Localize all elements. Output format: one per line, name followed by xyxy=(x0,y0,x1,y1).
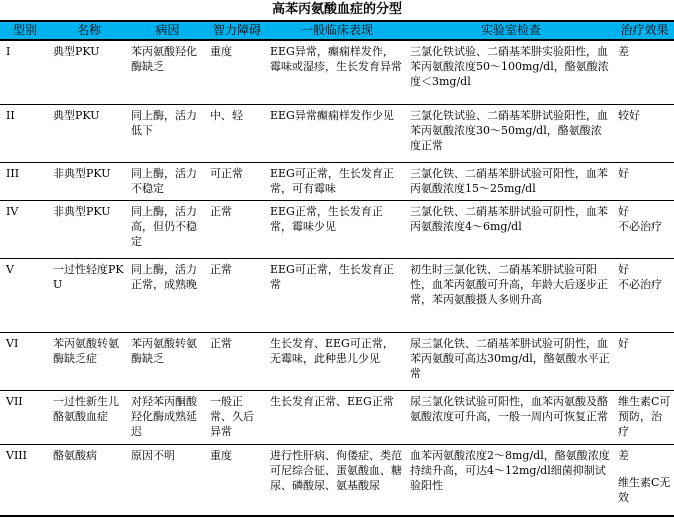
col-header-type: 型别 xyxy=(0,21,50,40)
cell-treatment xyxy=(615,162,674,200)
table-row xyxy=(0,200,674,258)
cell-lab: 尿三氯化铁、二硝基苯肼试验可阴性，血苯丙氨酸可高达30mg/dl，酪氨酸水平正常 xyxy=(407,332,615,390)
cell-treatment xyxy=(615,40,674,104)
cell-name: 一过性新生儿酪氨酸血症 xyxy=(50,390,128,444)
cell-name: 典型PKU xyxy=(50,104,128,162)
cell-intellect: 一般正常、久后异常 xyxy=(207,390,267,444)
table-title: 高苯丙氨酸血症的分型 xyxy=(271,2,402,17)
cell-name: 酪氨酸病 xyxy=(50,444,128,516)
col-header-clinical: 一般临床表现 xyxy=(267,21,407,40)
cell-treatment xyxy=(615,390,674,444)
cell-clinical: EEG异常，癫痫样发作，霉味或湿疹，生长发育异常 xyxy=(267,40,407,104)
col-header-name: 名称 xyxy=(50,21,128,40)
col-header-intellect: 智力障碍 xyxy=(207,21,267,40)
cell-treatment xyxy=(615,104,674,162)
treatment-text: 好 xyxy=(618,204,629,218)
cell-cause: 同上酶，活力不稳定 xyxy=(128,162,207,200)
table-row xyxy=(0,162,674,200)
cell-type: II xyxy=(0,104,50,162)
treatment-text: 较好 xyxy=(618,108,640,122)
cell-clinical: 生长发育、EEG可正常，无霉味，此种患儿少见 xyxy=(267,332,407,390)
cell-lab: 三氯化铁试验、二硝基苯肼试验阳性，血苯丙氨酸浓度30～50mg/dl，酪氨酸浓度正常 xyxy=(407,104,615,162)
cell-type: I xyxy=(0,40,50,104)
col-header-cause: 病因 xyxy=(128,21,207,40)
treatment-text: 差 xyxy=(618,45,629,58)
cell-intellect: 正常 xyxy=(207,200,267,258)
col-header-treatment: 治疗效果 xyxy=(615,21,674,40)
cell-cause: 同上酶，活力高，但仍不稳定 xyxy=(128,200,207,258)
cell-lab: 三氯化铁、二硝基苯肼试验可阴性，血苯丙氨酸浓度4～6mg/dl xyxy=(407,200,615,258)
table-row xyxy=(0,390,674,444)
treatment-text: 好 xyxy=(618,262,629,276)
cell-lab: 尿三氯化铁试验可阳性，血苯丙氨酸及酪氨酸浓度可升高，一般一周内可恢复正常 xyxy=(407,390,615,444)
cell-type: VIII xyxy=(0,444,50,516)
cell-clinical: EEG可正常，生长发育正常，可有霉味 xyxy=(267,162,407,200)
cell-cause: 原因不明 xyxy=(128,444,207,516)
cell-type: IV xyxy=(0,200,50,258)
treatment-text: 不必治疗 xyxy=(618,219,662,233)
cell-type: III xyxy=(0,162,50,200)
cell-intellect: 正常 xyxy=(207,332,267,390)
cell-lab: 血苯丙氨酸浓度2～8mg/dl，酪氨酸浓度持续升高，可达4～12mg/dl细菌抑制试验阳性 xyxy=(407,444,615,516)
cell-intellect: 重度 xyxy=(207,40,267,104)
cell-name: 一过性轻度PKU xyxy=(50,258,128,332)
cell-lab: 三氯化铁试验、二硝基苯肼实验阳性，血苯丙氨酸浓度50～100mg/dl，酪氨酸浓度＜3mg/dl xyxy=(407,40,615,104)
treatment-text: 好 xyxy=(618,166,629,180)
cell-clinical: 进行性肝病、佝偻症、类范可尼综合征、蛋氨酸血、糖尿、磷酸尿、氨基酸尿 xyxy=(267,444,407,516)
cell-name: 典型PKU xyxy=(50,40,128,104)
cell-name: 非典型PKU xyxy=(50,162,128,200)
cell-cause: 苯丙氨酸转氨酶缺乏 xyxy=(128,332,207,390)
cell-cause: 同上酶，活力正常，成熟晚 xyxy=(128,258,207,332)
cell-intellect: 重度 xyxy=(207,444,267,516)
cell-cause: 苯丙氨酸羟化酶缺乏 xyxy=(128,40,207,104)
cell-name: 苯丙氨酸转氨酶缺乏症 xyxy=(50,332,128,390)
col-header-lab: 实验室检查 xyxy=(407,21,615,40)
cell-clinical: EEG可正常，生长发育正常 xyxy=(267,258,407,332)
cell-intellect: 可正常 xyxy=(207,162,267,200)
table-row xyxy=(0,40,674,104)
cell-treatment xyxy=(615,444,674,516)
treatment-text: 维生素C可预防，治疗 xyxy=(618,394,671,438)
cell-lab: 初生时三氯化铁、二硝基苯肼试验可阳性，血苯丙氨酸可升高，年龄大后逐步正常，苯丙氨酸摄人多则升高 xyxy=(407,258,615,332)
cell-clinical: EEG异常癫痫样发作少见 xyxy=(267,104,407,162)
treatment-text: 差 xyxy=(618,448,629,462)
cell-type: V xyxy=(0,258,50,332)
cell-intellect: 正常 xyxy=(207,258,267,332)
cell-treatment xyxy=(615,200,674,258)
classification-table xyxy=(0,20,674,517)
cell-lab: 三氯化铁、二硝基苯肼试验可阳性，血苯丙氨酸浓度15～25mg/dl xyxy=(407,162,615,200)
treatment-text: 维生素C无效 xyxy=(618,475,671,504)
treatment-text: 好 xyxy=(618,336,629,350)
header-row xyxy=(0,21,674,40)
cell-clinical: EEG正常，生长发育正常，霉味少见 xyxy=(267,200,407,258)
cell-treatment xyxy=(615,332,674,390)
cell-intellect: 中、轻 xyxy=(207,104,267,162)
treatment-text: 不必治疗 xyxy=(618,277,662,291)
table-row xyxy=(0,104,674,162)
treatment-spacer xyxy=(618,463,671,475)
cell-clinical: 生长发育正常、EEG正常 xyxy=(267,390,407,444)
cell-cause: 对羟苯丙酮酸羟化酶成熟延迟 xyxy=(128,390,207,444)
cell-cause: 同上酶，活力低下 xyxy=(128,104,207,162)
cell-type: VII xyxy=(0,390,50,444)
cell-name: 非典型PKU xyxy=(50,200,128,258)
cell-treatment xyxy=(615,258,674,332)
table-row xyxy=(0,258,674,332)
table-row xyxy=(0,332,674,390)
table-row xyxy=(0,444,674,516)
cell-type: VI xyxy=(0,332,50,390)
